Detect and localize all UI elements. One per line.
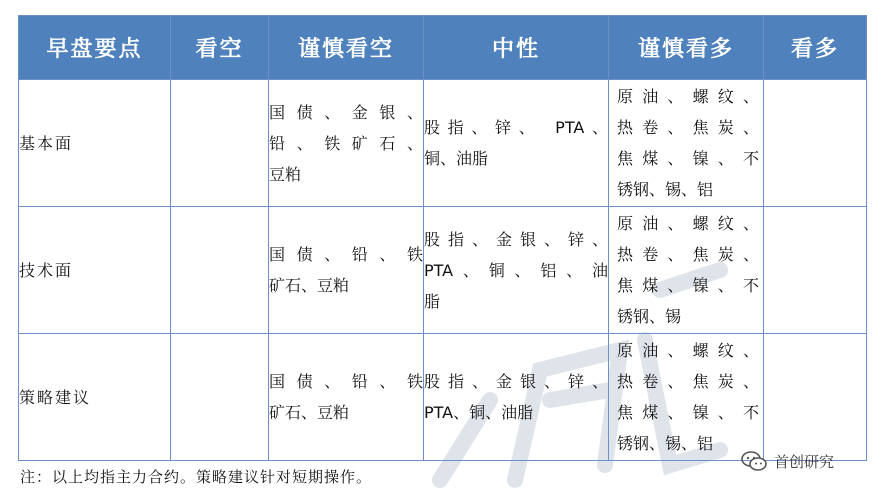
cell-line: 热卷、焦炭、 <box>617 372 759 391</box>
cell-line: 焦煤、镍、不 <box>617 149 759 168</box>
cell-bearish <box>171 334 269 461</box>
cell-line: 铜、油脂 <box>424 149 489 168</box>
cell-bearish <box>171 207 269 334</box>
header-cell: 早盘要点 <box>19 16 171 80</box>
brand-badge <box>740 449 834 473</box>
footnote: 注：以上均指主力合约。策略建议针对短期操作。 <box>20 468 373 486</box>
cell-neutral <box>424 334 609 461</box>
outlook-table <box>18 15 867 461</box>
header-cell: 看空 <box>171 16 269 80</box>
cell-line: 原油、螺纹、 <box>617 214 759 233</box>
cell-line: 锈钢、锡、铝 <box>617 180 714 199</box>
wechat-icon <box>740 450 768 472</box>
cell-line: 股指、金银、锌、 <box>424 372 608 391</box>
cell-cautious-bullish <box>609 207 764 334</box>
table-row <box>19 80 867 207</box>
cell-line: 脂 <box>424 291 441 311</box>
header-cell: 看多 <box>764 16 867 80</box>
header-cell: 谨慎看空 <box>269 16 424 80</box>
cell-line: 股指、锌、 PTA、 <box>424 118 608 137</box>
cell-neutral <box>424 80 609 207</box>
cell-line: 焦煤、镍、不 <box>617 403 759 422</box>
cell-cautious-bullish <box>609 80 764 207</box>
cell-bullish <box>764 334 867 461</box>
header-row <box>19 16 867 80</box>
row-label: 技术面 <box>19 207 171 334</box>
cell-bullish <box>764 207 867 334</box>
cell-bullish <box>764 80 867 207</box>
cell-cautious-bullish <box>609 334 764 461</box>
cell-cautious-bearish <box>269 207 424 334</box>
cell-line: 焦煤、镍、不 <box>617 276 759 295</box>
cell-neutral <box>424 207 609 334</box>
cell-bearish <box>171 80 269 207</box>
cell-line: PTA、铜、铝、油 <box>424 260 608 280</box>
cell-line: 国债、铅、铁 <box>269 245 423 264</box>
cell-cautious-bearish <box>269 80 424 207</box>
row-label: 基本面 <box>19 80 171 207</box>
cell-cautious-bearish <box>269 334 424 461</box>
cell-line: 国债、铅、铁 <box>269 372 423 391</box>
cell-line: 锈钢、锡、铝 <box>617 434 714 453</box>
cell-line: 矿石、豆粕 <box>269 403 350 422</box>
brand-name: 首创研究 <box>774 452 835 471</box>
header-cell: 谨慎看多 <box>609 16 764 80</box>
cell-line: 锈钢、锡 <box>617 307 682 326</box>
header-cell: 中性 <box>424 16 609 80</box>
cell-line: 原油、螺纹、 <box>617 87 759 106</box>
cell-line: 热卷、焦炭、 <box>617 118 759 137</box>
table-row <box>19 334 867 461</box>
cell-line: 原油、螺纹、 <box>617 341 759 360</box>
cell-line: PTA、铜、油脂 <box>424 403 534 422</box>
cell-line: 股指、金银、锌、 <box>424 229 608 249</box>
cell-line: 矿石、豆粕 <box>269 276 350 295</box>
cell-line: 铅、铁矿石、 <box>269 133 423 153</box>
cell-line: 热卷、焦炭、 <box>617 245 759 264</box>
row-label: 策略建议 <box>19 334 171 461</box>
cell-line: 豆粕 <box>269 164 302 184</box>
cell-line: 国债、金银、 <box>269 102 423 122</box>
table-row <box>19 207 867 334</box>
